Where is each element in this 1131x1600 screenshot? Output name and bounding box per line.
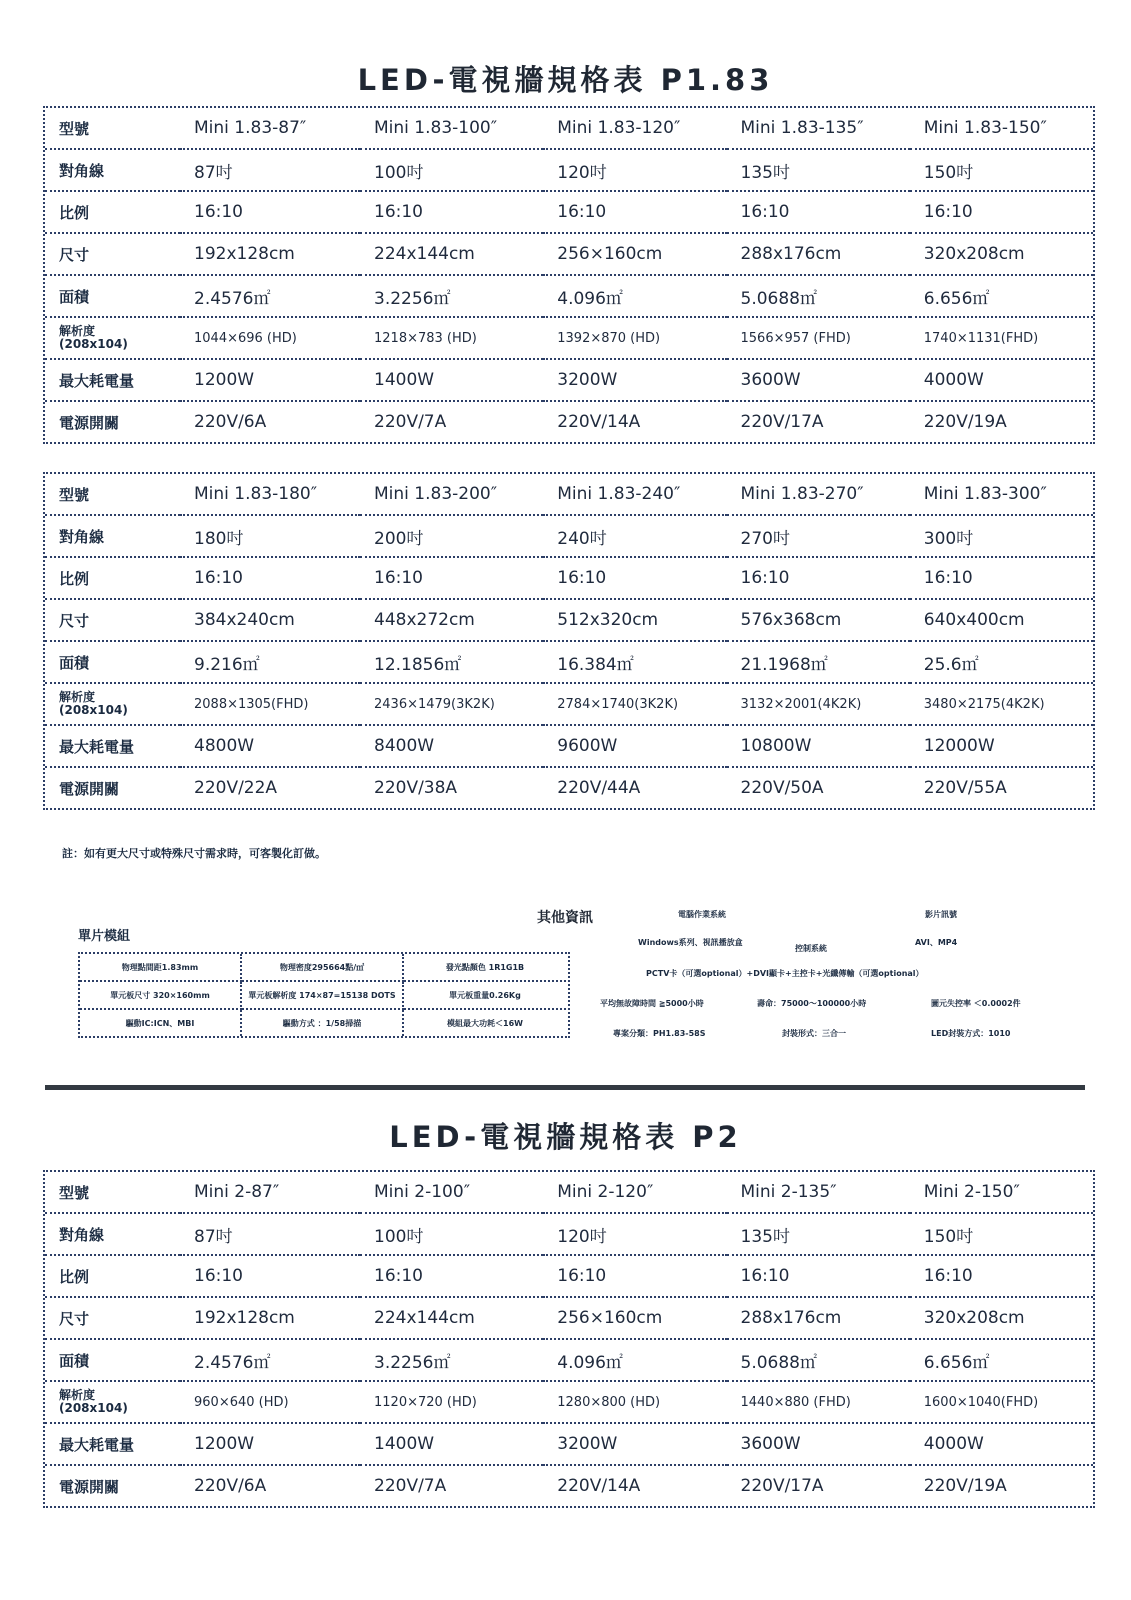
spec-cell-model: Mini 2-100″	[360, 1172, 543, 1213]
row-label-ratio: 比例	[45, 191, 180, 233]
module-title: 單片模組	[78, 929, 131, 944]
spec-cell-area: 21.1968㎡	[727, 641, 910, 683]
row-label-model: 型號	[45, 474, 180, 515]
module-cell: 發光點顏色 1R1G1B	[404, 954, 566, 982]
spec-cell-switch: 220V/6A	[194, 412, 267, 432]
spec-cell-resolution: 1218×783 (HD)	[360, 317, 543, 359]
row-label-switch: 電源開關	[59, 413, 120, 432]
module-grid	[78, 952, 570, 1038]
row-label-size: 尺寸	[45, 1297, 180, 1339]
spec-cell-power: 4000W	[910, 1423, 1093, 1465]
spec-cell-model: Mini 2-120″	[543, 1172, 726, 1213]
spec-cell-size: 576x368cm	[727, 599, 910, 641]
spec-row-power	[45, 725, 1093, 767]
spec-cell-model: Mini 1.83-240″	[543, 474, 726, 515]
spec-cell-diagonal: 270吋	[727, 515, 910, 557]
mtbf-value: 平均無故障時間 ≧5000小時	[600, 999, 704, 1008]
module-cell: 物理密度295664點/㎡	[242, 954, 404, 982]
spec-cell-ratio: 16:10	[727, 557, 910, 599]
spec-cell-power: 3200W	[543, 359, 726, 401]
spec-row-switch	[45, 767, 1093, 808]
spec-cell-diagonal: 135吋	[727, 149, 910, 191]
spec-cell-size: 448x272cm	[360, 599, 543, 641]
spec-cell-switch: 220V/19A	[923, 1476, 1007, 1496]
spec-row-resolution	[45, 1381, 1093, 1423]
spec-cell-resolution: 1740×1131(FHD)	[910, 317, 1093, 359]
video-heading: 影片訊號	[925, 910, 957, 919]
spec-cell-resolution: 2088×1305(FHD)	[180, 683, 360, 725]
spec-cell-size: 512x320cm	[543, 599, 726, 641]
spec-cell-resolution: 1280×800 (HD)	[543, 1381, 726, 1423]
spec-cell-switch: 220V/14A	[557, 412, 641, 432]
spec-cell-switch: 220V/7A	[374, 1476, 447, 1496]
spec-cell-model: Mini 1.83-180″	[180, 474, 360, 515]
spec-cell-ratio: 16:10	[910, 191, 1093, 233]
spec-cell-diagonal: 100吋	[360, 1213, 543, 1255]
spec-cell-switch: 220V/55A	[923, 778, 1007, 798]
spec-cell-size: 288x176cm	[727, 233, 910, 275]
row-label-ratio: 比例	[45, 1255, 180, 1297]
row-label-power: 最大耗電量	[45, 1423, 180, 1465]
spec-cell-ratio: 16:10	[543, 1255, 726, 1297]
os-value: Windows系列、視訊播放盒	[638, 938, 743, 947]
spec-cell-area: 6.656㎡	[910, 1339, 1093, 1381]
spec-cell-area: 25.6㎡	[910, 641, 1093, 683]
spec-cell-diagonal: 150吋	[910, 1213, 1093, 1255]
spec-row-model	[45, 1172, 1093, 1213]
module-cell: 單元板尺寸 320×160mm	[80, 982, 242, 1010]
spec-cell-area: 3.2256㎡	[360, 275, 543, 317]
spec-cell-power: 12000W	[910, 725, 1093, 767]
spec-cell-diagonal: 87吋	[180, 149, 360, 191]
spec-cell-area: 12.1856㎡	[360, 641, 543, 683]
spec-cell-size: 320x208cm	[910, 233, 1093, 275]
spec-cell-size: 224x144cm	[360, 1297, 543, 1339]
spec-cell-power: 1200W	[180, 359, 360, 401]
spec-cell-switch: 220V/14A	[557, 1476, 641, 1496]
spec-cell-ratio: 16:10	[180, 557, 360, 599]
spec-cell-size: 320x208cm	[910, 1297, 1093, 1339]
resolution-label-sub: (208x104)	[59, 1401, 128, 1415]
spec-cell-power: 1400W	[360, 1423, 543, 1465]
other-info-title: 其他資訊	[537, 910, 593, 926]
module-cell: 驅動方式 ：1/58掃描	[242, 1010, 404, 1036]
control-value: PCTV卡（可選optional）+DVI顯卡+主控卡+光纖傳輸（可選optional）	[646, 969, 924, 978]
spec-cell-switch: 220V/6A	[194, 1476, 267, 1496]
spec-cell-ratio: 16:10	[727, 191, 910, 233]
spec-cell-diagonal: 100吋	[360, 149, 543, 191]
spec-row-model	[45, 474, 1093, 515]
spec-cell-switch: 220V/7A	[374, 412, 447, 432]
spec-cell-size: 288x176cm	[727, 1297, 910, 1339]
spec-cell-diagonal: 240吋	[543, 515, 726, 557]
spec-cell-size: 256×160cm	[543, 233, 726, 275]
spec-cell-ratio: 16:10	[910, 557, 1093, 599]
spec-cell-ratio: 16:10	[543, 191, 726, 233]
module-cell: 模組最大功耗＜16W	[447, 1018, 523, 1028]
spec-cell-resolution: 1600×1040(FHD)	[910, 1381, 1093, 1423]
row-label-diagonal: 對角線	[45, 1213, 180, 1255]
spec-cell-size: 192x128cm	[180, 233, 360, 275]
spec-row-ratio	[45, 191, 1093, 233]
spec-cell-ratio: 16:10	[180, 191, 360, 233]
spec-cell-switch: 220V/19A	[923, 412, 1007, 432]
spec-row-diagonal	[45, 1213, 1093, 1255]
spec-cell-ratio: 16:10	[360, 557, 543, 599]
spec-cell-area: 2.4576㎡	[180, 275, 360, 317]
spec-cell-diagonal: 300吋	[910, 515, 1093, 557]
spec-cell-model: Mini 1.83-87″	[180, 108, 360, 149]
row-label-area: 面積	[45, 275, 180, 317]
spec-row-switch	[45, 401, 1093, 442]
spec-cell-area: 4.096㎡	[543, 1339, 726, 1381]
spec-cell-ratio: 16:10	[910, 1255, 1093, 1297]
spec-cell-ratio: 16:10	[180, 1255, 360, 1297]
spec-cell-power: 3600W	[727, 1423, 910, 1465]
spec-cell-model: Mini 1.83-135″	[727, 108, 910, 149]
spec-cell-resolution: 2436×1479(3K2K)	[360, 683, 543, 725]
page-title-p183: LED-電視牆規格表 P1.83	[357, 63, 774, 97]
spec-row-diagonal	[45, 149, 1093, 191]
spec-cell-model: Mini 1.83-200″	[360, 474, 543, 515]
row-label-resolution	[45, 317, 180, 359]
control-heading: 控制系統	[795, 944, 827, 953]
row-label-size: 尺寸	[45, 599, 180, 641]
spec-cell-resolution: 3132×2001(4K2K)	[727, 683, 910, 725]
row-label-switch: 電源開關	[59, 779, 120, 798]
resolution-label-sub: (208x104)	[59, 703, 128, 717]
spec-cell-diagonal: 180吋	[180, 515, 360, 557]
spec-cell-switch: 220V/22A	[194, 778, 278, 798]
resolution-label: 解析度	[59, 324, 96, 338]
spec-row-power	[45, 1423, 1093, 1465]
spec-row-diagonal	[45, 515, 1093, 557]
spec-cell-resolution: 2784×1740(3K2K)	[543, 683, 726, 725]
spec-cell-diagonal: 150吋	[910, 149, 1093, 191]
spec-cell-size: 192x128cm	[180, 1297, 360, 1339]
spec-cell-switch: 220V/17A	[740, 412, 824, 432]
row-label-area: 面積	[45, 641, 180, 683]
row-label-diagonal: 對角線	[45, 149, 180, 191]
spec-table-p183-small	[43, 106, 1095, 444]
section-divider	[45, 1085, 1085, 1090]
spec-cell-resolution: 960×640 (HD)	[180, 1381, 360, 1423]
row-label-resolution	[45, 683, 180, 725]
module-cell: 單元板重量0.26Kg	[404, 982, 566, 1010]
row-label-power: 最大耗電量	[45, 359, 180, 401]
spec-cell-diagonal: 200吋	[360, 515, 543, 557]
row-label-resolution	[45, 1381, 180, 1423]
spec-cell-model: Mini 1.83-150″	[910, 108, 1093, 149]
spec-cell-power: 1400W	[360, 359, 543, 401]
spec-row-switch	[45, 1465, 1093, 1506]
spec-row-ratio	[45, 557, 1093, 599]
spec-cell-area: 3.2256㎡	[360, 1339, 543, 1381]
lifetime-value: 壽命：75000～100000小時	[757, 999, 867, 1008]
spec-cell-resolution: 1392×870 (HD)	[543, 317, 726, 359]
spec-cell-power: 4000W	[910, 359, 1093, 401]
package-form-value: 封裝形式：三合一	[782, 1029, 846, 1038]
spec-cell-ratio: 16:10	[727, 1255, 910, 1297]
spec-cell-resolution: 1566×957 (FHD)	[727, 317, 910, 359]
spec-cell-ratio: 16:10	[543, 557, 726, 599]
spec-row-model	[45, 108, 1093, 149]
spec-cell-area: 6.656㎡	[910, 275, 1093, 317]
spec-cell-ratio: 16:10	[360, 1255, 543, 1297]
resolution-label: 解析度	[59, 1388, 96, 1402]
row-label-size: 尺寸	[45, 233, 180, 275]
page-title-p2: LED-電視牆規格表 P2	[389, 1120, 742, 1154]
spec-cell-switch: 220V/17A	[740, 1476, 824, 1496]
spec-cell-area: 5.0688㎡	[727, 275, 910, 317]
spec-cell-diagonal: 87吋	[180, 1213, 360, 1255]
module-cell: 單元板解析度 174×87=15138 DOTS	[242, 982, 404, 1010]
spec-cell-area: 2.4576㎡	[180, 1339, 360, 1381]
spec-row-power	[45, 359, 1093, 401]
spec-table-p183-large	[43, 472, 1095, 810]
spec-cell-switch: 220V/38A	[374, 778, 458, 798]
spec-cell-switch: 220V/44A	[557, 778, 641, 798]
spec-row-area	[45, 641, 1093, 683]
custom-size-note: 註：如有更大尺寸或特殊尺寸需求時，可客製化訂做。	[62, 847, 326, 860]
row-label-switch: 電源開關	[59, 1477, 120, 1496]
row-label-area: 面積	[45, 1339, 180, 1381]
spec-cell-area: 5.0688㎡	[727, 1339, 910, 1381]
spec-cell-power: 8400W	[360, 725, 543, 767]
pixel-failure-value: 圖元失控率 ＜0.0002件	[931, 999, 1021, 1008]
spec-cell-ratio: 16:10	[360, 191, 543, 233]
spec-cell-model: Mini 1.83-300″	[910, 474, 1093, 515]
row-label-model: 型號	[45, 108, 180, 149]
resolution-label: 解析度	[59, 690, 96, 704]
spec-cell-model: Mini 1.83-270″	[727, 474, 910, 515]
spec-cell-diagonal: 135吋	[727, 1213, 910, 1255]
spec-row-area	[45, 1339, 1093, 1381]
spec-cell-size: 384x240cm	[180, 599, 360, 641]
spec-cell-area: 4.096㎡	[543, 275, 726, 317]
os-heading: 電腦作業系統	[678, 910, 726, 919]
spec-cell-model: Mini 2-135″	[727, 1172, 910, 1213]
spec-cell-model: Mini 2-150″	[910, 1172, 1093, 1213]
spec-cell-size: 640x400cm	[910, 599, 1093, 641]
spec-cell-switch: 220V/50A	[740, 778, 824, 798]
spec-cell-diagonal: 120吋	[543, 149, 726, 191]
spec-cell-model: Mini 1.83-120″	[543, 108, 726, 149]
row-label-model: 型號	[45, 1172, 180, 1213]
spec-cell-model: Mini 2-87″	[180, 1172, 360, 1213]
led-package-value: LED封裝方式：1010	[931, 1029, 1011, 1038]
spec-cell-power: 4800W	[180, 725, 360, 767]
spec-row-size	[45, 233, 1093, 275]
spec-cell-power: 10800W	[727, 725, 910, 767]
spec-row-area	[45, 275, 1093, 317]
spec-cell-power: 3200W	[543, 1423, 726, 1465]
spec-row-size	[45, 599, 1093, 641]
spec-cell-model: Mini 1.83-100″	[360, 108, 543, 149]
spec-cell-size: 256×160cm	[543, 1297, 726, 1339]
row-label-ratio: 比例	[45, 557, 180, 599]
spec-cell-resolution: 1120×720 (HD)	[360, 1381, 543, 1423]
spec-row-resolution	[45, 683, 1093, 725]
module-cell: 驅動IC:ICN、MBI	[80, 1010, 242, 1036]
spec-cell-power: 9600W	[543, 725, 726, 767]
category-value: 專案分類：PH1.83-58S	[613, 1029, 706, 1038]
spec-cell-resolution: 3480×2175(4K2K)	[910, 683, 1093, 725]
spec-cell-size: 224x144cm	[360, 233, 543, 275]
spec-cell-diagonal: 120吋	[543, 1213, 726, 1255]
spec-cell-resolution: 1440×880 (FHD)	[727, 1381, 910, 1423]
row-label-power: 最大耗電量	[45, 725, 180, 767]
module-section	[78, 925, 570, 1038]
spec-cell-resolution: 1044×696 (HD)	[180, 317, 360, 359]
module-cell: 物理點間距1.83mm	[80, 954, 242, 982]
spec-row-ratio	[45, 1255, 1093, 1297]
spec-cell-area: 16.384㎡	[543, 641, 726, 683]
spec-cell-power: 3600W	[727, 359, 910, 401]
video-value: AVI、MP4	[915, 938, 958, 947]
row-label-diagonal: 對角線	[45, 515, 180, 557]
spec-row-resolution	[45, 317, 1093, 359]
resolution-label-sub: (208x104)	[59, 337, 128, 351]
spec-row-size	[45, 1297, 1093, 1339]
spec-table-p2	[43, 1170, 1095, 1508]
spec-cell-power: 1200W	[180, 1423, 360, 1465]
spec-cell-area: 9.216㎡	[180, 641, 360, 683]
